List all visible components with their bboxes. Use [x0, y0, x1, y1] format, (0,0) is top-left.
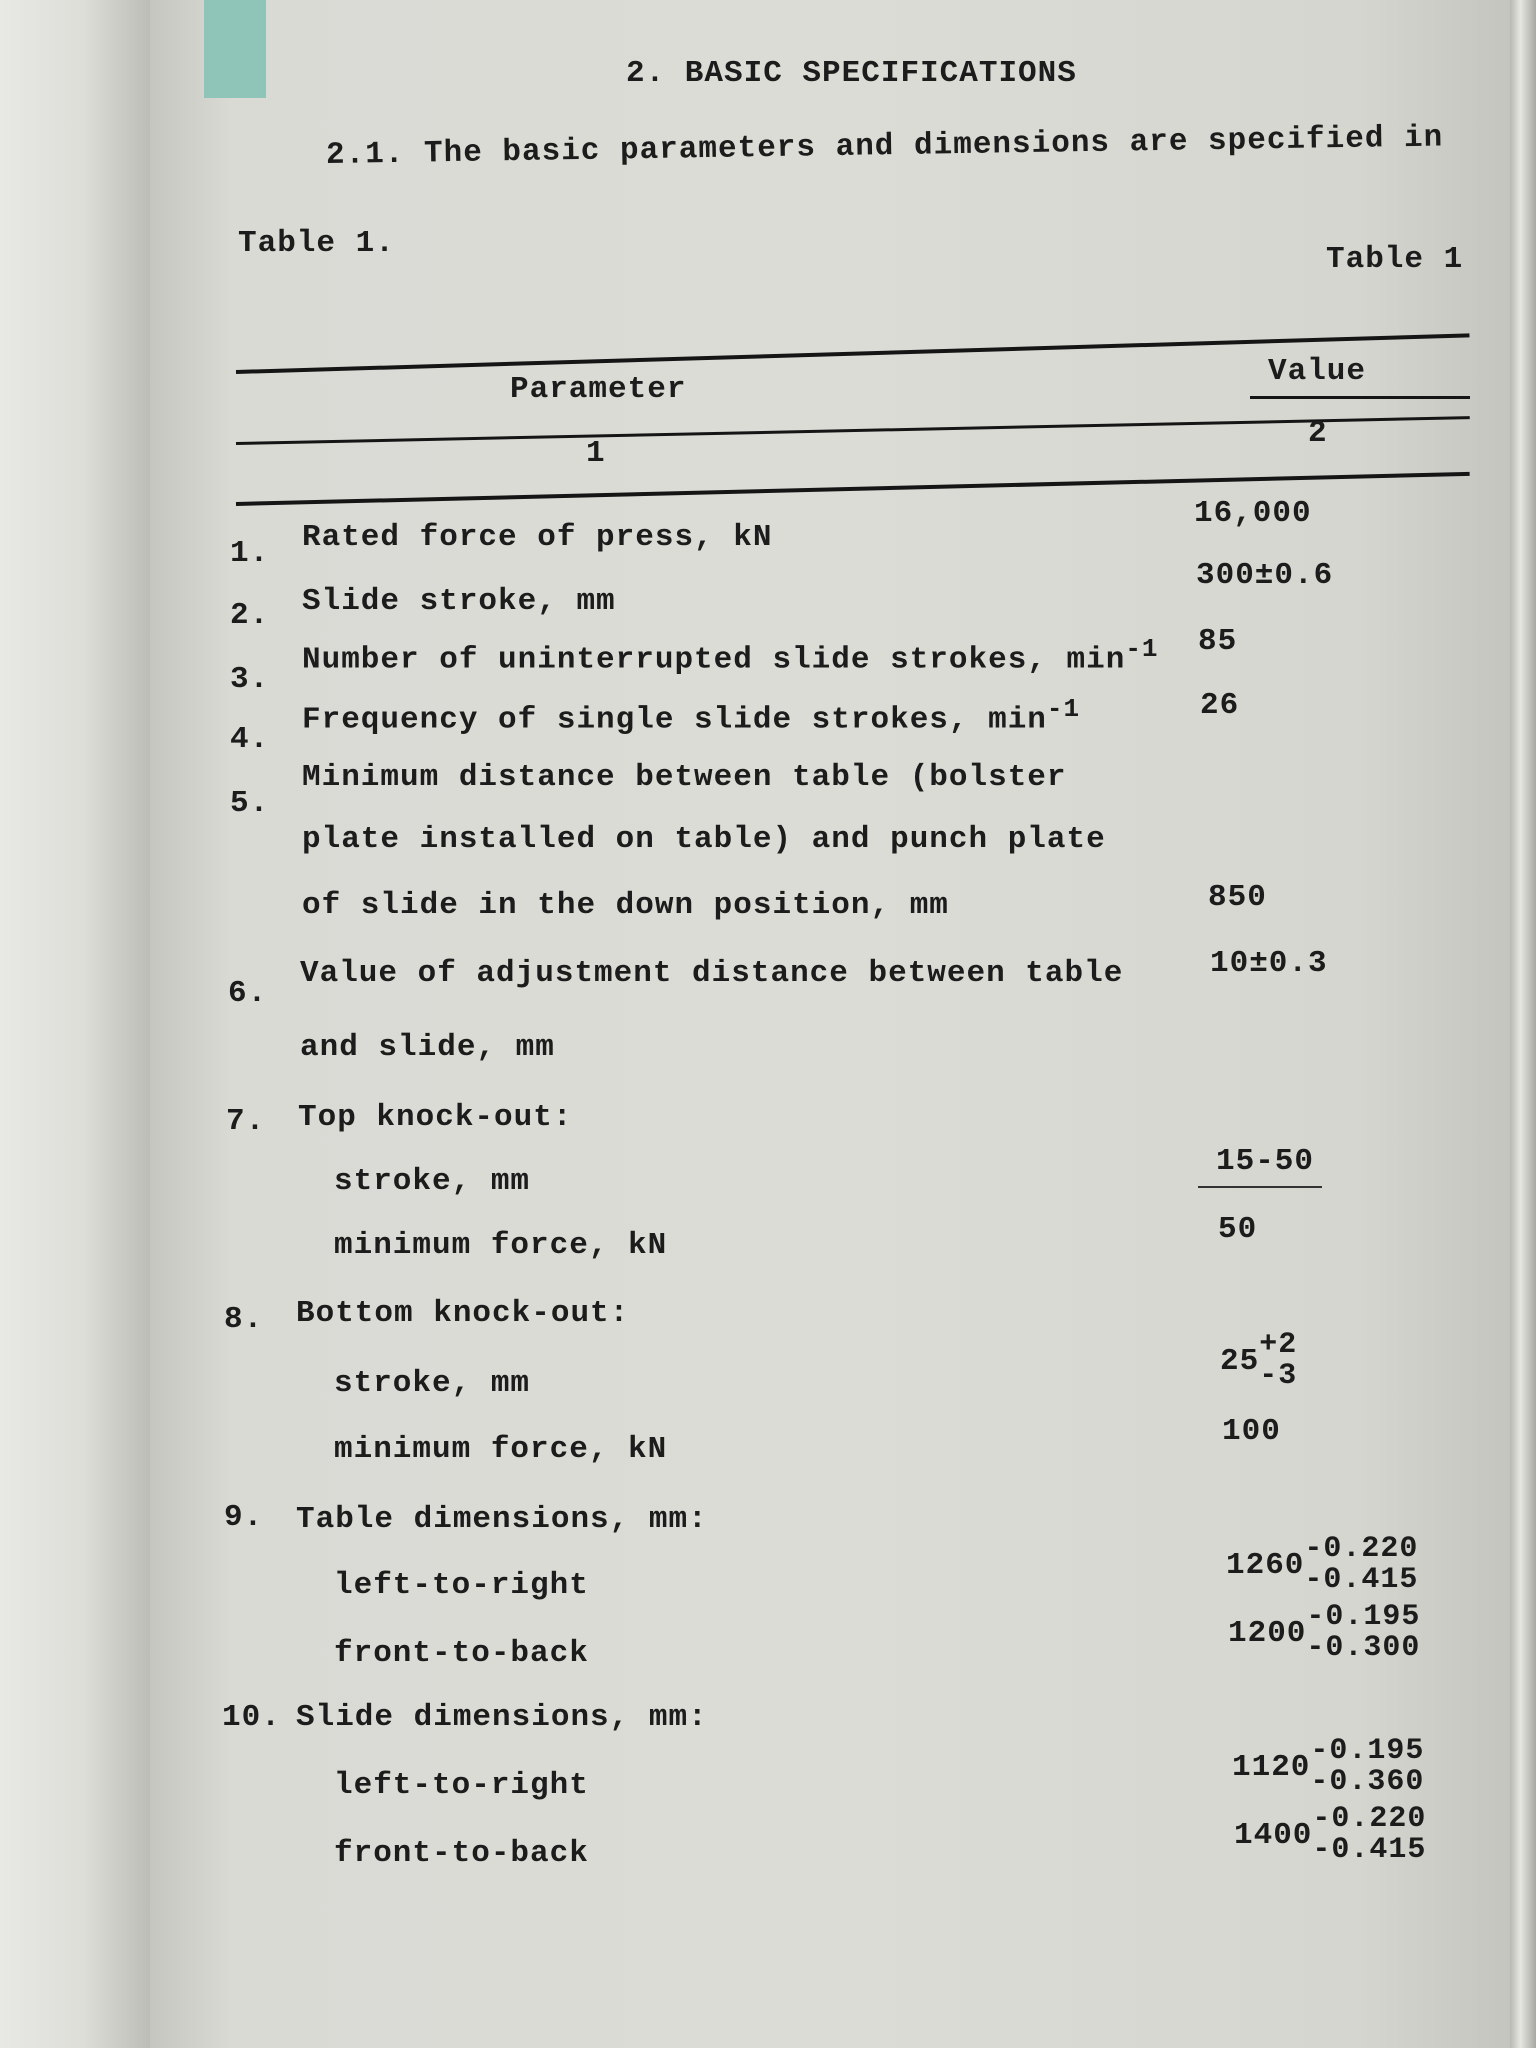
row-4-number: 4. — [230, 722, 270, 757]
row-3-value: 85 — [1198, 624, 1238, 659]
row-8-stroke-value: 25 +2 -3 — [1220, 1328, 1298, 1393]
row-8-number: 8. — [224, 1302, 264, 1337]
row-6-label-line-2: and slide, mm — [300, 1030, 555, 1065]
row-8-force-label: minimum force, kN — [334, 1432, 668, 1467]
row-2-number: 2. — [230, 598, 270, 633]
row-10-left-to-right-value: 1120 -0.195 -0.360 — [1232, 1734, 1425, 1799]
value-header-rule — [1250, 396, 1470, 399]
row-7-stroke-label: stroke, mm — [334, 1164, 531, 1199]
row-5-label-line-1: Minimum distance between table (bolster — [302, 760, 1067, 795]
row-7-stroke-value: 15-50 — [1216, 1144, 1315, 1179]
row-10-number: 10. — [222, 1700, 281, 1735]
sticky-tab-marker — [204, 0, 266, 98]
row-5-number: 5. — [230, 786, 270, 821]
row-9-number: 9. — [224, 1500, 264, 1535]
row-3-number: 3. — [230, 662, 270, 697]
row-1-number: 1. — [230, 536, 270, 571]
page-stack-edge — [1510, 0, 1536, 2048]
row-7-force-value: 50 — [1218, 1212, 1258, 1247]
header-value: Value — [1268, 354, 1367, 389]
column-number-2: 2 — [1308, 416, 1328, 451]
row-5-label-line-2: plate installed on table) and punch plate — [302, 822, 1106, 857]
row-9-label: Table dimensions, mm: — [296, 1502, 708, 1537]
row-6-label-line-1: Value of adjustment distance between table — [300, 956, 1124, 991]
row-8-stroke-label: stroke, mm — [334, 1366, 531, 1401]
row-10-label: Slide dimensions, mm: — [296, 1700, 708, 1735]
header-parameter: Parameter — [510, 372, 687, 407]
row-10-left-to-right-label: left-to-right — [334, 1768, 589, 1803]
row-8-force-value: 100 — [1222, 1414, 1281, 1449]
intro-line-1: 2.1. The basic parameters and dimensions are specified in — [325, 120, 1444, 173]
row-10-front-to-back-label: front-to-back — [334, 1836, 589, 1871]
intro-line-2: Table 1. — [238, 226, 395, 261]
row-6-value: 10±0.3 — [1210, 946, 1328, 981]
row-9-front-to-back-value: 1200 -0.195 -0.300 — [1228, 1600, 1421, 1665]
column-number-1: 1 — [586, 436, 606, 471]
row-3-label: Number of uninterrupted slide strokes, $\min^{-1}$ — [302, 634, 1159, 678]
row-9-front-to-back-label: front-to-back — [334, 1636, 589, 1671]
section-title: 2. BASIC SPECIFICATIONS — [626, 56, 1077, 91]
table-caption: Table 1 — [1326, 242, 1464, 277]
row-6-number: 6. — [228, 976, 268, 1011]
row-8-label: Bottom knock-out: — [296, 1296, 630, 1331]
row-9-left-to-right-value: 1260 -0.220 -0.415 — [1226, 1532, 1419, 1597]
row-2-value: 300±0.6 — [1196, 558, 1334, 593]
row-1-label: Rated force of press, kN — [302, 520, 773, 555]
row-10-front-to-back-value: 1400 -0.220 -0.415 — [1234, 1802, 1427, 1867]
row-7-number: 7. — [226, 1104, 266, 1139]
row-5-label-line-3: of slide in the down position, mm — [302, 888, 949, 923]
row-1-value: 16,000 — [1194, 496, 1312, 531]
row-2-label: Slide stroke, mm — [302, 584, 616, 619]
left-page-edge — [0, 0, 150, 2048]
row-9-left-to-right-label: left-to-right — [334, 1568, 589, 1603]
row-4-label: Frequency of single slide strokes, $\min^{-1}$ — [302, 694, 1081, 738]
row-7-force-label: minimum force, kN — [334, 1228, 668, 1263]
row-7-label: Top knock-out: — [298, 1100, 573, 1135]
row-5-value: 850 — [1208, 880, 1267, 915]
row-7-value-underline — [1198, 1186, 1322, 1188]
row-4-value: 26 — [1200, 688, 1240, 723]
